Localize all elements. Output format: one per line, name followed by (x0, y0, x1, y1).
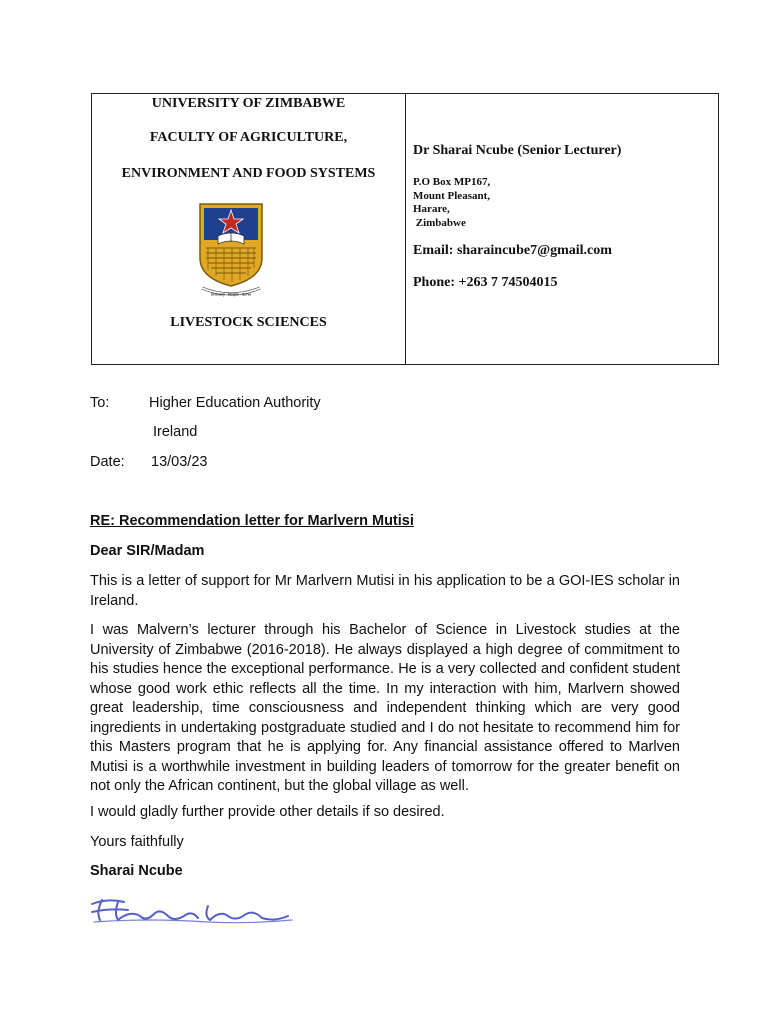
contact-email: Email: sharaincube7@gmail.com (413, 243, 612, 258)
faculty-line-2: ENVIRONMENT AND FOOD SYSTEMS (121, 166, 376, 181)
crest-motto: Ordinary · Simple · Serve (210, 292, 252, 297)
contact-name: Dr Sharai Ncube (Senior Lecturer) (413, 143, 622, 158)
letter-subject: RE: Recommendation letter for Marlvern Mutisi (90, 513, 414, 529)
department-name: LIVESTOCK SCIENCES (170, 315, 327, 330)
recipient-line-2: Ireland (153, 424, 198, 440)
paragraph-details: I would gladly further provide other details if so desired. (90, 804, 445, 820)
university-name: UNIVERSITY OF ZIMBABWE (151, 96, 346, 111)
signatory-name: Sharai Ncube (90, 863, 183, 879)
closing: Yours faithfully (90, 834, 184, 850)
address-line-4: Zimbabwe (413, 216, 466, 229)
university-crest-logo (196, 200, 266, 300)
address-line-2: Mount Pleasant, (413, 189, 490, 202)
paragraph-recommendation: I was Malvern’s lecturer through his Bachelor of Science in Livestock studies at the University of Zimbabwe (2016-2018). He always displayed a high degree of commitment to his studies hence the exceptional performance. He is a very collected and confident student whose good work ethic reflects all the time. In my interaction with him, Marlvern showed great leadership, time consciousness and independent thinking which are very good ingredients in undertaking postgraduate studied and I do not hesitate to recommend him for this Masters program that he is applying for. Any financial assistance offered to Marlven Mutisi is a worthwhile investment in building leaders of tomorrow for the greater benefit on not only the African continent, but the global village as well. (90, 622, 680, 794)
salutation: Dear SIR/Madam (90, 543, 205, 559)
to-label: To: (90, 395, 110, 411)
date-value: 13/03/23 (151, 454, 208, 470)
faculty-line-1: FACULTY OF AGRICULTURE, (149, 130, 348, 145)
address-line-3: Harare, (413, 203, 450, 215)
date-label: Date: (90, 454, 125, 470)
letterhead-contact-cell (406, 94, 718, 364)
letterhead-table (91, 93, 719, 365)
paragraph-support: This is a letter of support for Mr Marlvern Mutisi in his application to be a GOI-IES scholar in Ireland. (90, 573, 680, 609)
letterhead-institution-cell (92, 94, 406, 364)
handwritten-signature (88, 890, 298, 930)
address-line-1: P.O Box MP167, (413, 176, 491, 188)
contact-phone: Phone: +263 7 74504015 (413, 275, 558, 290)
recipient-line-1: Higher Education Authority (149, 395, 321, 411)
